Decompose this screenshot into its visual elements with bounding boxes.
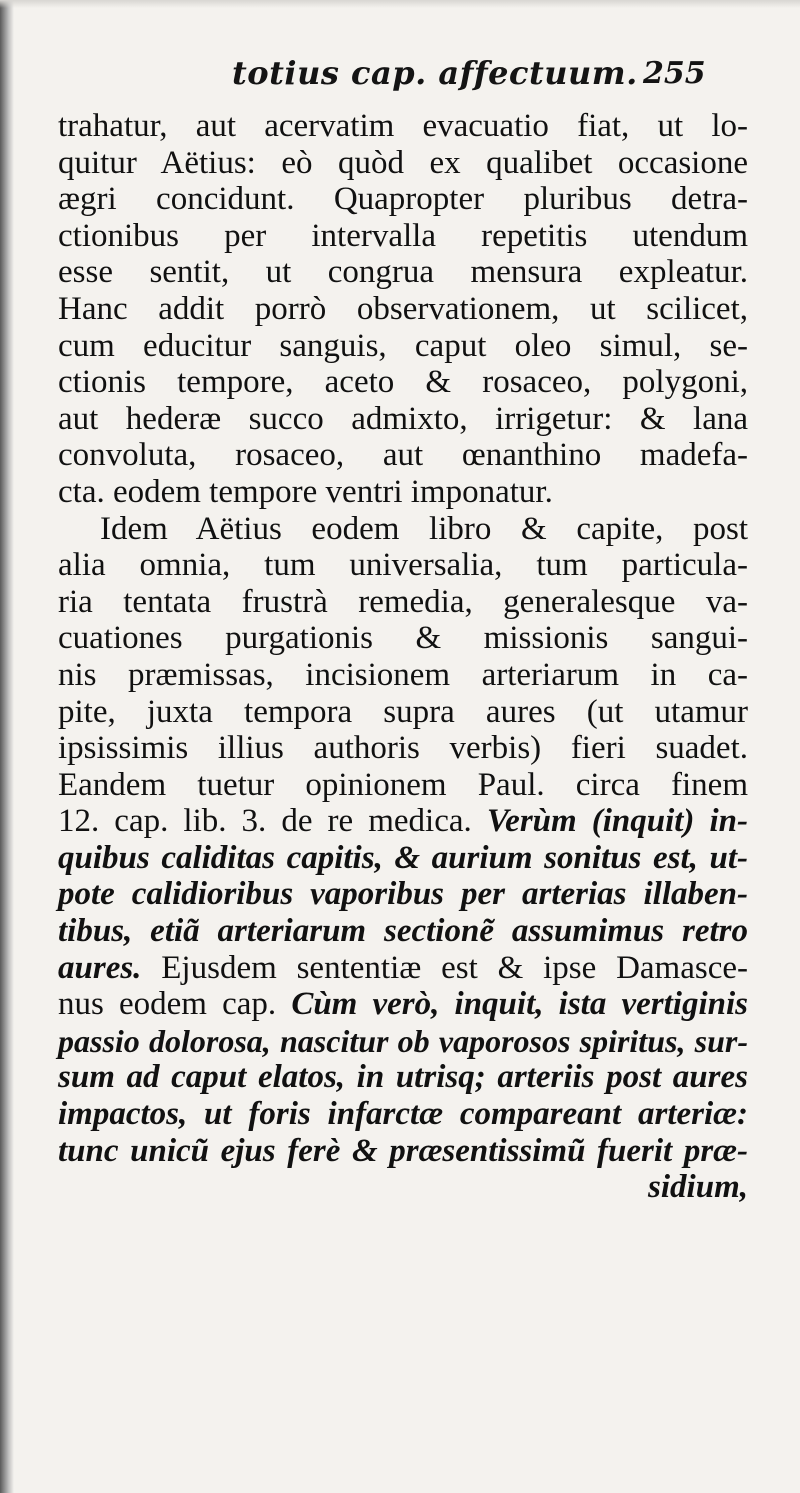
text-segment: pite, juxta tempora supra aures (ut utamur <box>58 693 748 730</box>
italic-quotation: tunc unicũ ejus ferè & præsentissimũ fuerit præ- <box>58 1132 748 1169</box>
text-segment: cuationes purgationis & missionis sangui- <box>58 620 748 657</box>
text-line <box>58 181 748 218</box>
page-number: 255 <box>643 56 706 91</box>
text-line <box>58 1133 748 1170</box>
text-segment: convoluta, rosaceo, aut œnanthino madefa- <box>58 437 748 474</box>
text-line <box>58 986 748 1023</box>
text-line <box>58 291 748 328</box>
text-line <box>58 620 748 657</box>
text-line <box>58 108 748 145</box>
text-line <box>58 328 748 365</box>
text-segment: quitur Aëtius: eò quòd ex qualibet occasione <box>58 144 748 181</box>
text-segment: nus eodem cap. <box>58 986 292 1023</box>
text-line <box>58 1059 748 1096</box>
text-line <box>58 437 748 474</box>
text-segment: 12. cap. lib. 3. de re medica. <box>58 803 487 840</box>
text-line <box>58 254 748 291</box>
text-line <box>58 876 748 913</box>
text-line <box>58 803 748 840</box>
body-text <box>58 108 748 1206</box>
text-segment: ipsissimis illius authoris verbis) fieri suadet. <box>58 730 748 767</box>
text-line <box>58 218 748 255</box>
page-header <box>0 50 800 100</box>
gutter-shadow <box>0 0 14 1493</box>
italic-quotation: impactos, ut foris infarctæ compareant arteriæ: <box>58 1096 748 1133</box>
italic-quotation: aures. <box>58 949 142 986</box>
text-line <box>58 584 748 621</box>
text-line <box>58 1023 748 1060</box>
text-line <box>58 1169 748 1206</box>
text-segment: cum educitur sanguis, caput oleo simul, se- <box>58 327 748 364</box>
text-segment: Ejusdem sententiæ est & ipse Damasce- <box>141 949 748 986</box>
italic-quotation: Cùm verò, inquit, ista vertiginis <box>291 986 748 1023</box>
text-segment: alia omnia, tum universalia, tum particula- <box>58 547 748 584</box>
text-line <box>58 840 748 877</box>
text-segment: cta. eodem tempore ventri imponatur. <box>58 473 553 510</box>
text-segment: ctionibus per intervalla repetitis utendum <box>58 217 748 254</box>
text-segment: ria tentata frustrà remedia, generalesque va- <box>58 583 748 620</box>
italic-quotation: pote calidioribus vaporibus per arterias illaben- <box>58 876 748 913</box>
text-line <box>58 145 748 182</box>
text-line <box>58 1096 748 1133</box>
running-title: totius cap. affectuum. <box>232 54 638 92</box>
text-segment: trahatur, aut acervatim evacuatio fiat, ut lo- <box>58 108 748 144</box>
italic-quotation: tibus, etiã arteriarum sectionẽ assumimus retro <box>58 913 748 950</box>
italic-quotation: sidium, <box>648 1169 748 1206</box>
text-line <box>58 511 748 548</box>
page-top-edge <box>0 0 800 8</box>
text-segment: nis præmissas, incisionem arteriarum in ca- <box>58 656 748 693</box>
italic-quotation: sum ad caput elatos, in utrisq; arteriis post aures <box>58 1059 748 1096</box>
text-segment: esse sentit, ut congrua mensura expleatur. <box>58 254 748 291</box>
italic-quotation: quibus caliditas capitis, & aurium sonitus est, ut- <box>58 839 748 876</box>
text-line <box>58 950 748 987</box>
text-line <box>58 547 748 584</box>
text-line <box>58 364 748 401</box>
text-line <box>58 767 748 804</box>
text-line <box>58 913 748 950</box>
text-line <box>58 474 748 511</box>
text-segment: Idem Aëtius eodem libro & capite, post <box>100 510 748 547</box>
italic-quotation: passio dolorosa, nascitur ob vaporosos spiritus, sur- <box>58 1022 748 1059</box>
text-line <box>58 730 748 767</box>
text-line <box>58 694 748 731</box>
text-line <box>58 657 748 694</box>
text-segment: Hanc addit porrò observationem, ut scilicet, <box>58 290 748 327</box>
text-segment: Eandem tuetur opinionem Paul. circa finem <box>58 766 748 803</box>
text-segment: ægri concidunt. Quapropter pluribus detra- <box>58 181 748 218</box>
text-segment: aut hederæ succo admixto, irrigetur: & lana <box>58 400 748 437</box>
text-segment: ctionis tempore, aceto & rosaceo, polygoni, <box>58 364 748 401</box>
text-line <box>58 401 748 438</box>
italic-quotation: Verùm (inquit) in- <box>486 803 748 840</box>
